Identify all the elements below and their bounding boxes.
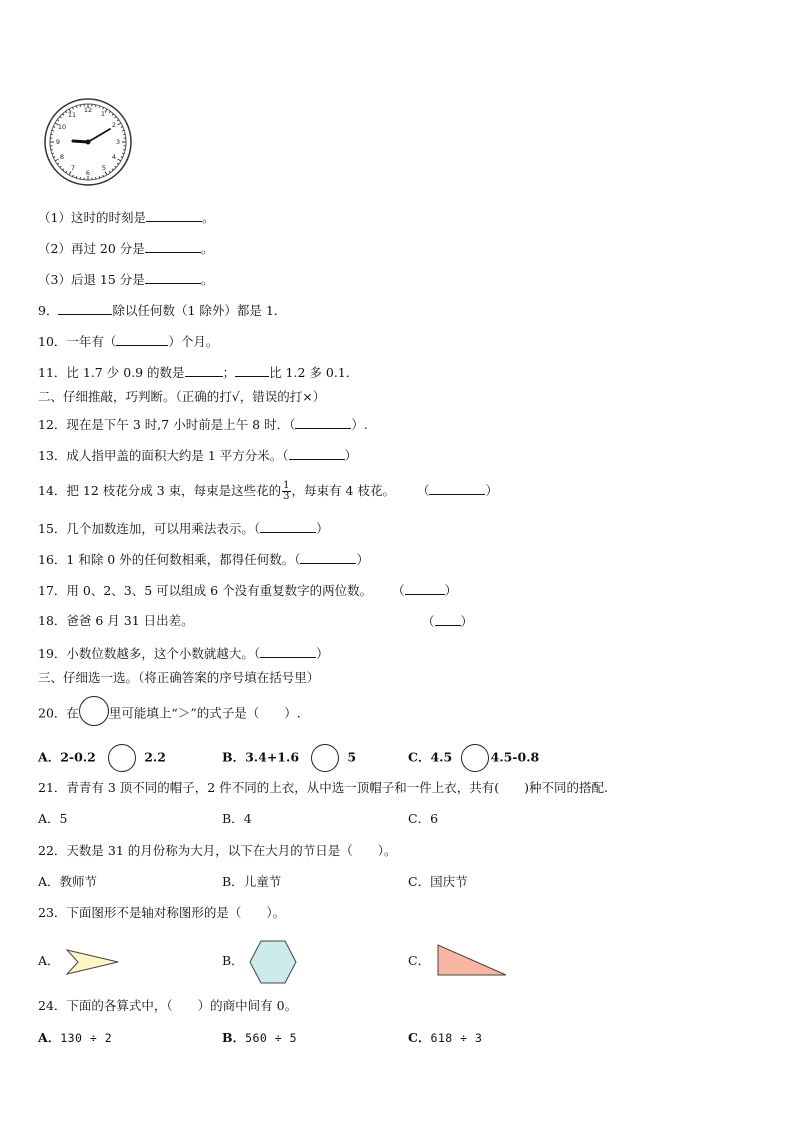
svg-text:12: 12	[83, 106, 93, 114]
answer-blank[interactable]	[295, 416, 351, 429]
question-23: 23．下面图形不是轴对称图形的是（ ）。	[38, 905, 286, 920]
svg-text:3: 3	[115, 138, 121, 146]
q23-option-a[interactable]: A．	[38, 953, 60, 968]
answer-blank[interactable]	[235, 364, 269, 377]
question-18: 18．爸爸 6 月 31 日出差。	[38, 613, 194, 628]
compare-circle[interactable]	[79, 696, 109, 726]
q23-option-c[interactable]: C．	[408, 953, 431, 968]
answer-blank[interactable]	[145, 271, 201, 284]
q24-option-b[interactable]: B．560 ÷ 5	[222, 1030, 298, 1045]
q8-sub-1: （1）这时的时刻是 。	[38, 210, 215, 225]
question-20: 20．在 里可能填上“＞”的式子是（ ）.	[38, 702, 301, 726]
svg-text:5: 5	[101, 164, 107, 172]
q8-sub-2: （2）再过 20 分是 。	[38, 241, 214, 256]
q21-option-c[interactable]: C．6	[408, 811, 439, 826]
right-triangle-shape-icon	[436, 943, 508, 977]
question-21: 21．青青有 3 顶不同的帽子，2 件不同的上衣，从中选一顶帽子和一件上衣，共有( )种不同的搭配.	[38, 780, 608, 795]
section-3-heading: 三、仔细选一选。（将正确答案的序号填在括号里）	[38, 670, 320, 685]
answer-blank[interactable]	[260, 520, 316, 533]
question-9: 9． 除以任何数（1 除外）都是 1．	[38, 303, 287, 318]
q22-option-b[interactable]: B．儿童节	[222, 874, 282, 889]
question-10: 10．一年有（ ）个月。	[38, 334, 219, 349]
q24-option-a[interactable]: A．130 ÷ 2	[38, 1030, 113, 1045]
clock-tick	[122, 153, 124, 154]
clock-tick	[122, 130, 124, 131]
question-13: 13．成人指甲盖的面积大约是 1 平方分米。（ ）	[38, 448, 358, 463]
question-15: 15．几个加数连加，可以用乘法表示。（ ）	[38, 521, 329, 536]
svg-text:2: 2	[111, 121, 117, 129]
svg-text:9: 9	[55, 138, 61, 146]
q8-sub-3: （3）后退 15 分是 。	[38, 272, 214, 287]
answer-blank[interactable]	[289, 447, 345, 460]
answer-blank[interactable]	[116, 333, 168, 346]
clock-tick	[76, 176, 77, 178]
q21-option-a[interactable]: A．5	[38, 811, 68, 826]
answer-blank[interactable]	[435, 613, 461, 626]
clock-tick	[52, 153, 54, 154]
answer-blank[interactable]	[429, 482, 485, 495]
answer-blank[interactable]	[260, 645, 316, 658]
hexagon-shape-icon	[248, 940, 298, 984]
question-19: 19．小数位数越多，这个小数就越大。（ ）	[38, 646, 329, 661]
clock-tick	[99, 176, 100, 178]
fraction: $\frac{1}{3}$	[283, 480, 290, 502]
question-17: 17．用 0、2、3、5 可以组成 6 个没有重复数字的两位数。 （ ）	[38, 583, 458, 598]
answer-blank[interactable]	[185, 364, 223, 377]
answer-blank[interactable]	[58, 302, 112, 315]
svg-text:8: 8	[59, 153, 65, 161]
question-24: 24．下面的各算式中，（ ）的商中间有 0。	[38, 998, 298, 1013]
svg-text:7: 7	[70, 164, 76, 172]
q21-option-b[interactable]: B．4	[222, 811, 252, 826]
svg-text:11: 11	[67, 111, 77, 119]
answer-blank[interactable]	[146, 209, 202, 222]
svg-text:6: 6	[85, 169, 91, 177]
compare-circle[interactable]	[461, 744, 489, 772]
clock-tick	[99, 106, 100, 108]
q20-option-b[interactable]: B．3.4+1.6 5	[222, 744, 356, 772]
svg-text:4: 4	[111, 153, 117, 161]
clock-illustration	[42, 96, 134, 188]
q20-option-c[interactable]: C．4.5 4.5-0.8	[408, 744, 539, 772]
answer-blank[interactable]	[145, 240, 201, 253]
question-12: 12．现在是下午 3 时,7 小时前是上午 8 时．（ ）.	[38, 417, 368, 432]
q20-option-a[interactable]: A．2-0.2 2.2	[38, 744, 166, 772]
svg-text:1: 1	[100, 110, 106, 118]
question-18-answer: （ ）	[422, 614, 474, 629]
q24-option-c[interactable]: C．618 ÷ 3	[408, 1030, 483, 1045]
clock-tick	[76, 106, 77, 108]
section-2-heading: 二、仔细推敲，巧判断。（正确的打√，错误的打×）	[38, 389, 326, 404]
answer-blank[interactable]	[300, 551, 356, 564]
question-22: 22．天数是 31 的月份称为大月，以下在大月的节日是（ ）。	[38, 843, 397, 858]
svg-text:10: 10	[57, 123, 67, 131]
question-14: 14．把 12 枝花分成 3 束，每束是这些花的 $\frac{1}{3}$ ，每束有 4 枝花。 （ ）	[38, 480, 498, 502]
arrow-shape-icon	[66, 948, 122, 976]
clock-tick	[52, 130, 54, 131]
q23-option-b[interactable]: B．	[222, 953, 244, 968]
q22-option-c[interactable]: C．国庆节	[408, 874, 468, 889]
question-16: 16．1 和除 0 外的任何数相乘，都得任何数。（ ）	[38, 552, 369, 567]
q22-option-a[interactable]: A．教师节	[38, 874, 98, 889]
question-11: 11．比 1.7 少 0.9 的数是 ； 比 1.2 多 0.1．	[38, 365, 359, 380]
answer-blank[interactable]	[405, 582, 445, 595]
compare-circle[interactable]	[108, 744, 136, 772]
compare-circle[interactable]	[311, 744, 339, 772]
